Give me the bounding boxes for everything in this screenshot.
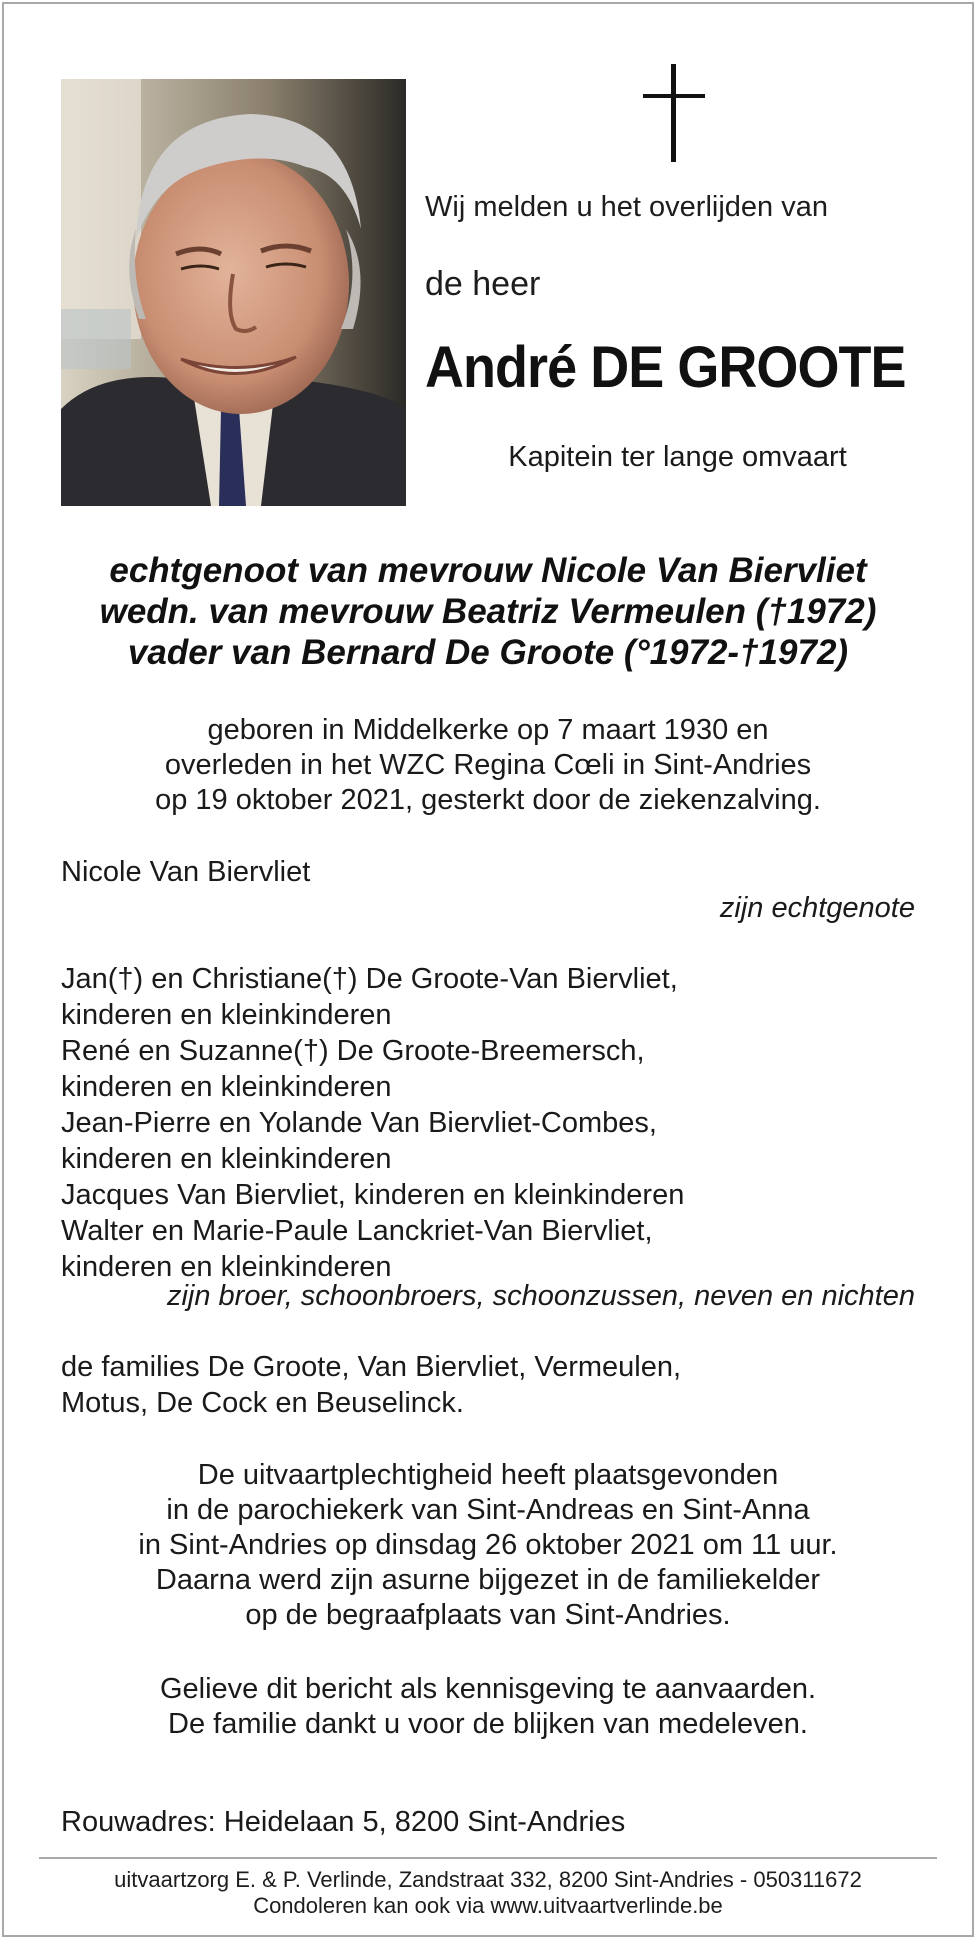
- occupation: Kapitein ter lange omvaart: [508, 441, 847, 473]
- relative-line: René en Suzanne(†) De Groote-Breemersch,: [61, 1035, 645, 1067]
- condolence-website: Condoleren kan ook via www.uitvaartverlinde.be: [253, 1893, 723, 1918]
- relatives-list: [61, 961, 684, 1285]
- deceased-name: André DE GROOTE: [425, 335, 906, 400]
- portrait-photo: [61, 79, 406, 506]
- relations-block: [44, 550, 932, 673]
- ceremony-line: in Sint-Andries op dinsdag 26 oktober 2021 om 11 uur.: [138, 1529, 838, 1561]
- intro-text: Wij melden u het overlijden van: [425, 191, 828, 223]
- relative-line: Jean-Pierre en Yolande Van Biervliet-Combes,: [61, 1107, 657, 1139]
- footer-divider: [39, 1857, 937, 1859]
- ceremony-line: in de parochiekerk van Sint-Andreas en Sint-Anna: [166, 1494, 810, 1526]
- ceremony-line: De uitvaartplechtigheid heeft plaatsgevonden: [197, 1459, 779, 1491]
- notice-line: Gelieve dit bericht als kennisgeving te aanvaarden.: [159, 1673, 817, 1705]
- cross-icon: [643, 64, 705, 162]
- relation-line: vader van Bernard De Groote (°1972-†1972): [127, 633, 849, 672]
- families-block: [61, 1349, 681, 1421]
- ceremony-block: [44, 1458, 932, 1633]
- mourning-address: Rouwadres: Heidelaan 5, 8200 Sint-Andries: [61, 1806, 626, 1838]
- death-notice-card: [2, 2, 974, 1937]
- ceremony-line: op de begraafplaats van Sint-Andries.: [245, 1599, 731, 1631]
- relative-line: kinderen en kleinkinderen: [61, 1251, 392, 1283]
- families-line: Motus, De Cock en Beuselinck.: [61, 1387, 464, 1419]
- birth-death-block: [44, 713, 932, 818]
- funeral-home-info: uitvaartzorg E. & P. Verlinde, Zandstraat 332, 8200 Sint-Andries - 050311672: [114, 1867, 862, 1892]
- families-line: de families De Groote, Van Biervliet, Vermeulen,: [61, 1351, 682, 1383]
- relative-line: kinderen en kleinkinderen: [61, 1071, 392, 1103]
- relative-line: kinderen en kleinkinderen: [61, 1143, 392, 1175]
- honorific: de heer: [425, 265, 541, 303]
- relatives-role: zijn broer, schoonbroers, schoonzussen, neven en nichten: [166, 1280, 915, 1312]
- relation-line: wedn. van mevrouw Beatriz Vermeulen (†1972): [99, 592, 877, 631]
- relation-line: echtgenoot van mevrouw Nicole Van Biervliet: [109, 551, 867, 590]
- relative-line: Jacques Van Biervliet, kinderen en kleinkinderen: [61, 1179, 685, 1211]
- relative-line: Jan(†) en Christiane(†) De Groote-Van Biervliet,: [61, 963, 678, 995]
- birth-death-line: geboren in Middelkerke op 7 maart 1930 en: [207, 714, 769, 746]
- funeral-home-footer: [39, 1867, 937, 1919]
- birth-death-line: op 19 oktober 2021, gesterkt door de ziekenzalving.: [155, 784, 821, 816]
- notice-block: [44, 1672, 932, 1742]
- ceremony-line: Daarna werd zijn asurne bijgezet in de familiekelder: [155, 1564, 821, 1596]
- relative-line: kinderen en kleinkinderen: [61, 999, 392, 1031]
- spouse-role: zijn echtgenote: [719, 892, 915, 924]
- spouse-name: Nicole Van Biervliet: [61, 856, 311, 888]
- portrait-illustration: [61, 79, 406, 506]
- relative-line: Walter en Marie-Paule Lanckriet-Van Biervliet,: [61, 1215, 653, 1247]
- notice-line: De familie dankt u voor de blijken van medeleven.: [168, 1708, 808, 1740]
- birth-death-line: overleden in het WZC Regina Cœli in Sint-Andries: [164, 749, 812, 781]
